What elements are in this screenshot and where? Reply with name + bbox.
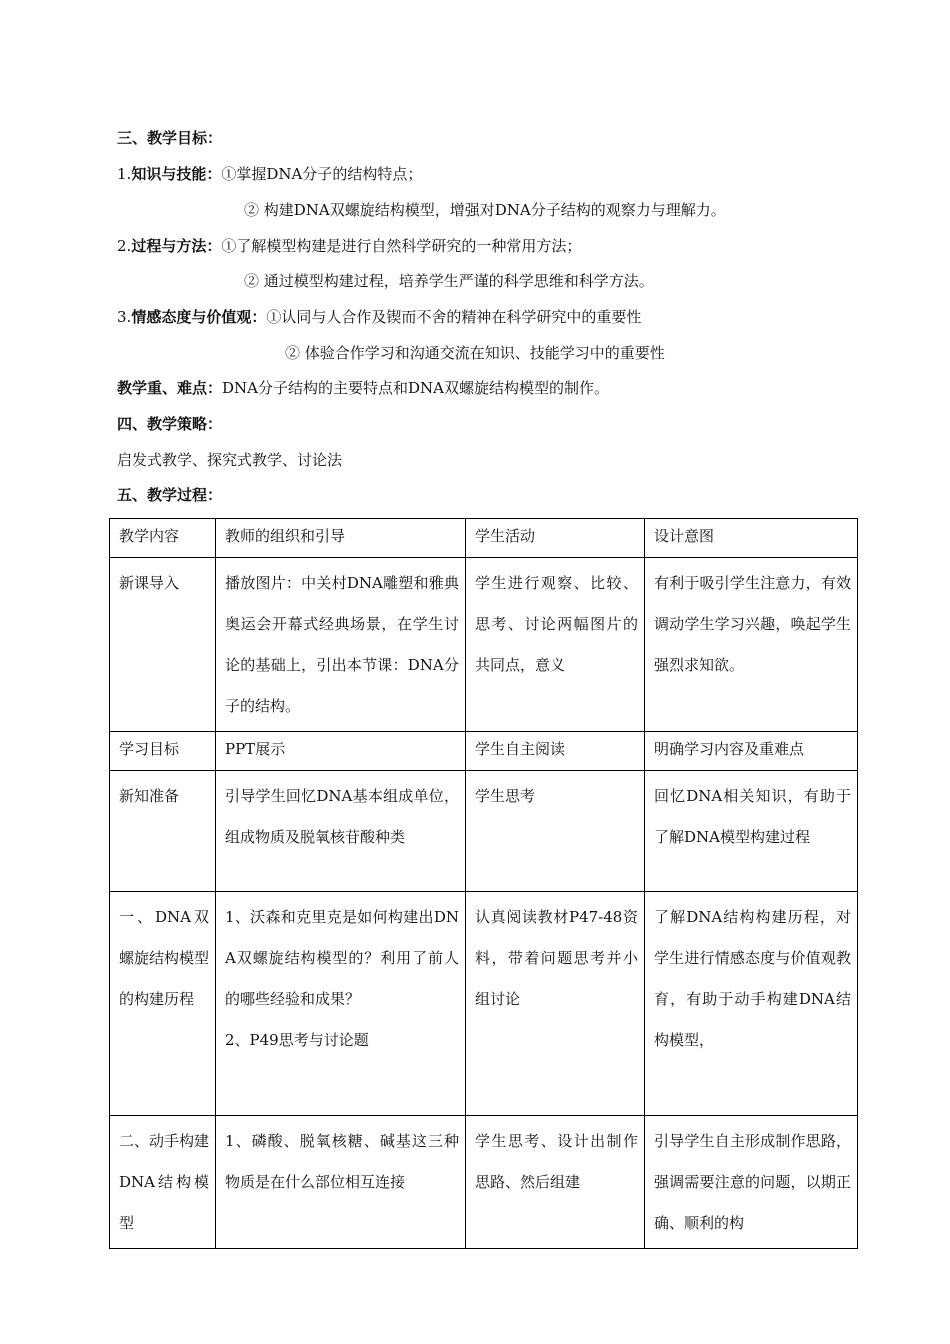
table-cell: 一、DNA双螺旋结构模型的构建历程 [119, 908, 210, 1008]
table-cell: 二、动手构建DNA结构模型 [119, 1132, 210, 1232]
key-points-text: DNA分子结构的主要特点和DNA双螺旋结构模型的制作。 [222, 379, 609, 397]
section-5-heading: 五、教学过程： [117, 486, 223, 504]
header-cell: 设计意图 [645, 519, 858, 558]
header-cell: 教学内容 [110, 519, 216, 558]
table-cell: 引导学生回忆DNA基本组成单位，组成物质及脱氧核苷酸种类 [225, 787, 459, 846]
table-cell: 新知准备 [119, 787, 180, 805]
table-row [110, 558, 858, 732]
goal-1-item-1: ①掌握DNA分子的结构特点； [221, 165, 423, 183]
goal-1 [117, 164, 422, 184]
goal-3-label: 情感态度与价值观： [131, 308, 267, 326]
header-cell: 学生活动 [466, 519, 645, 558]
table-row [110, 1116, 858, 1249]
table-cell: 有利于吸引学生注意力，有效调动学生学习兴趣，唤起学生强烈求知欲。 [654, 574, 851, 674]
table-row [110, 771, 858, 892]
header-cell: 教师的组织和引导 [216, 519, 466, 558]
goal-2-item-1: ①了解模型构建是进行自然科学研究的一种常用方法； [221, 237, 582, 255]
goal-1-item-2: ② 构建DNA双螺旋结构模型，增强对DNA分子结构的观察力与理解力。 [244, 201, 726, 219]
teaching-process-table [109, 518, 858, 1249]
goal-2-prefix: 2. [117, 237, 132, 255]
table-row [110, 892, 858, 1116]
goal-3 [117, 307, 641, 327]
table-cell: 1、磷酸、脱氧核糖、碱基这三种物质是在什么部位相互连接 [225, 1132, 459, 1191]
table-cell: 学生自主阅读 [475, 740, 566, 758]
table-cell: 了解DNA结构构建历程，对学生进行情感态度与价值观教育，有助于动手构建DNA结构模型， [654, 908, 851, 1049]
table-cell: 学习目标 [119, 740, 180, 758]
table-cell: 明确学习内容及重难点 [654, 740, 805, 758]
table-row [110, 732, 858, 771]
table-cell: 学生进行观察、比较、思考、讨论两幅图片的共同点，意义 [475, 574, 638, 674]
table-cell: 引导学生自主形成制作思路，强调需要注意的问题，以期正确、顺利的构 [654, 1132, 851, 1232]
table-cell: 回忆DNA相关知识，有助于了解DNA模型构建过程 [654, 787, 851, 846]
table-cell: 新课导入 [119, 574, 180, 592]
table-header-row [110, 519, 858, 558]
section-3-heading: 三、教学目标： [117, 129, 223, 147]
table-cell: PPT展示 [225, 740, 286, 758]
goal-1-label: 知识与技能： [131, 165, 222, 183]
key-points [117, 378, 609, 398]
goal-3-item-1: ①认同与人合作及锲而不舍的精神在科学研究中的重要性 [266, 308, 642, 326]
table-cell: 播放图片：中关村DNA雕塑和雅典奥运会开幕式经典场景，在学生讨论的基础上，引出本节课：DNA分子的结构。 [225, 574, 459, 715]
table-cell: 认真阅读教材P47-48资料，带着问题思考并小组讨论 [475, 908, 638, 1008]
strategy-text: 启发式教学、探究式教学、讨论法 [117, 451, 343, 469]
goal-2-label: 过程与方法： [131, 237, 222, 255]
goal-2-item-2: ② 通过模型构建过程，培养学生严谨的科学思维和科学方法。 [244, 272, 654, 290]
table-cell: 学生思考 [475, 787, 536, 805]
goal-3-item-2: ② 体验合作学习和沟通交流在知识、技能学习中的重要性 [285, 344, 665, 362]
goal-2 [117, 236, 581, 256]
section-4-heading: 四、教学策略： [117, 415, 223, 433]
key-points-label: 教学重、难点： [117, 379, 223, 397]
table-cell: 学生思考、设计出制作思路、然后组建 [475, 1132, 638, 1191]
goal-1-prefix: 1. [117, 165, 132, 183]
goal-3-prefix: 3. [117, 308, 132, 326]
table-cell: 1、沃森和克里克是如何构建出DNA双螺旋结构模型的？利用了前人的哪些经验和成果？ 2、P49思考与讨论题 [225, 908, 459, 1049]
